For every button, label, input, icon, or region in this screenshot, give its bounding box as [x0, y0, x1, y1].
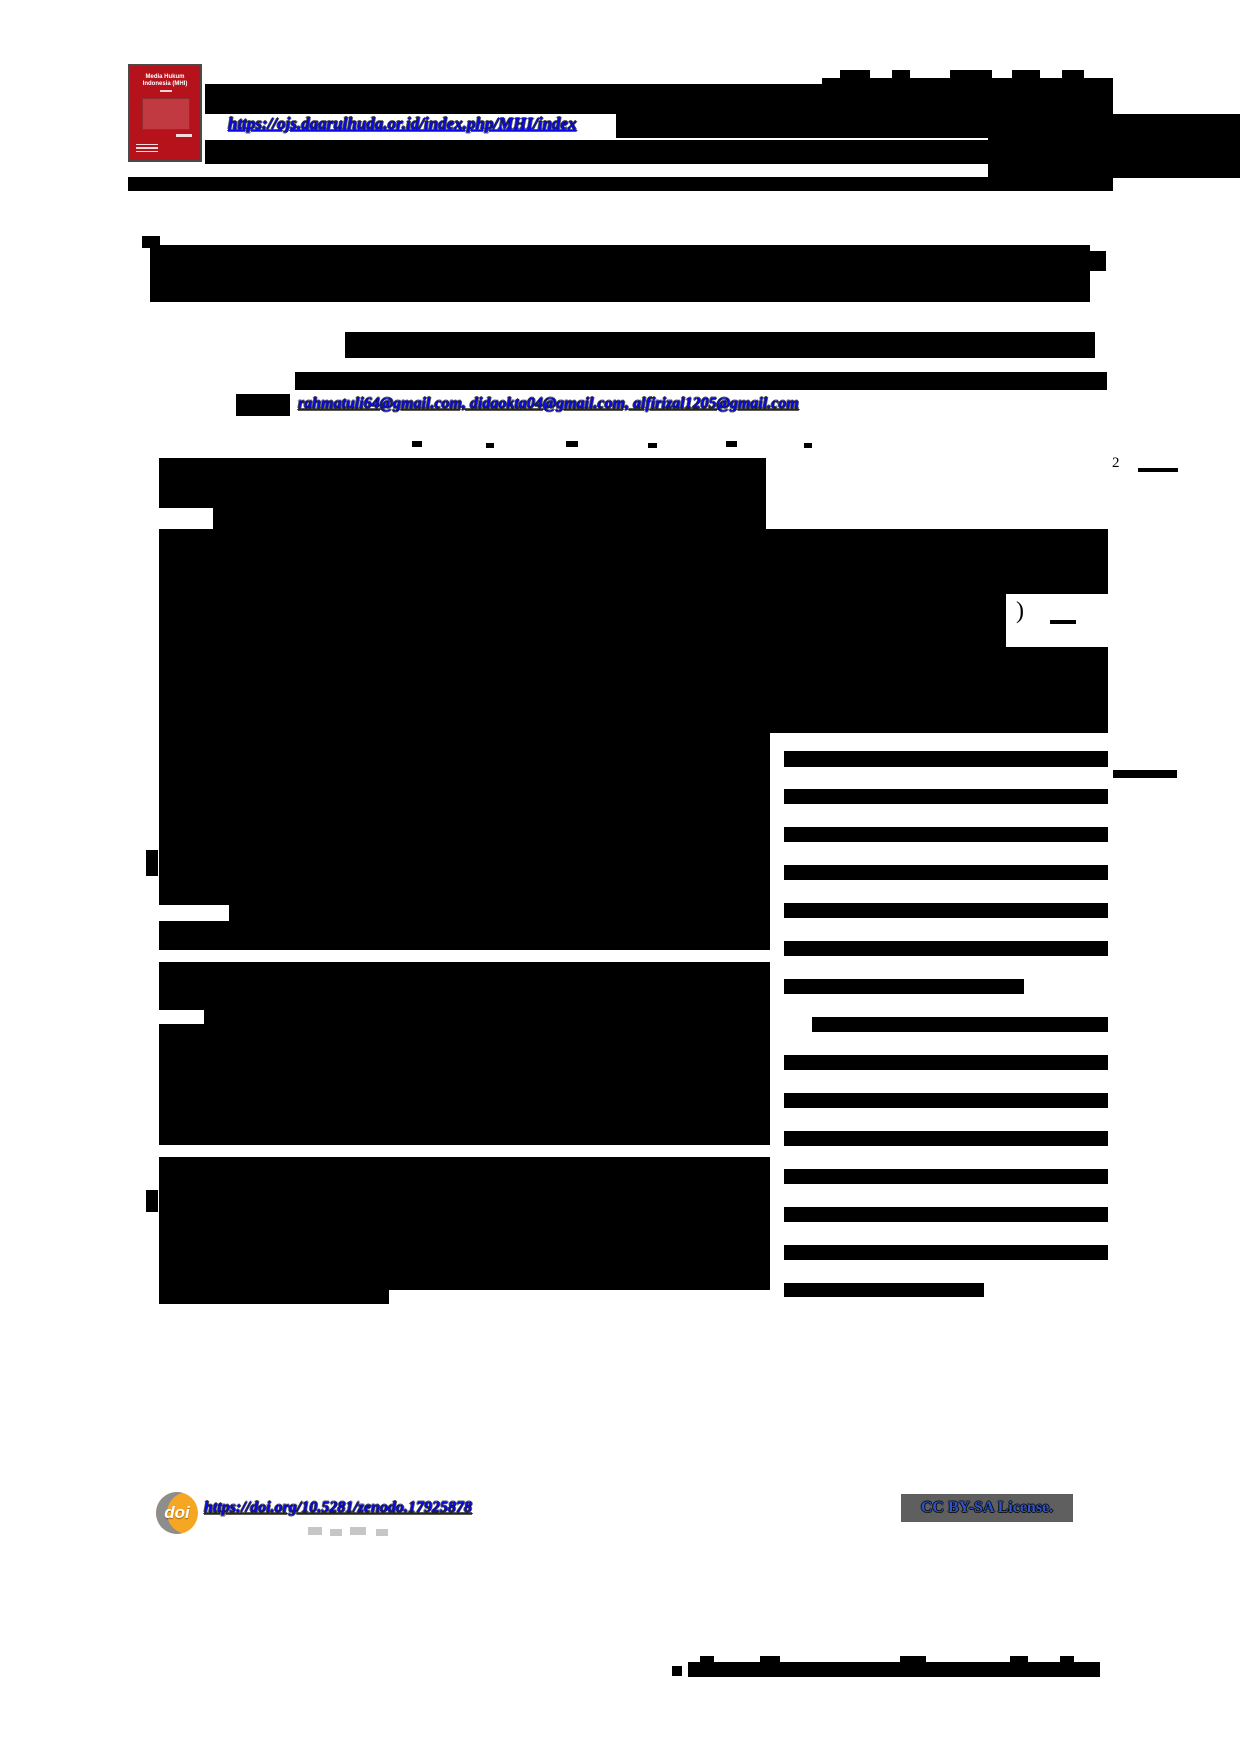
journal-cover-artwork: [142, 98, 190, 130]
redacted-text-line: [784, 903, 1108, 918]
remnant-superscript: 2: [1112, 455, 1120, 471]
redacted-header-rule: [128, 177, 1113, 191]
redacted-left-column-block-2: [159, 962, 770, 1145]
redacted-title-tail: [1090, 251, 1106, 271]
journal-cover-footer-lines: [136, 144, 158, 155]
faded-remnant-mark: [376, 1529, 388, 1536]
redacted-text-line: [784, 1131, 1108, 1146]
redacted-email-label: [236, 394, 290, 416]
redacted-text-line: [784, 1207, 1108, 1222]
faded-remnant-mark: [330, 1529, 342, 1536]
journal-site-link[interactable]: https://ojs.daarulhuda.or.id/index.php/MHI/index: [228, 114, 577, 133]
doi-badge-icon: [156, 1492, 198, 1534]
redacted-header-line-3: [205, 140, 988, 164]
redacted-abstract-header: [159, 458, 766, 508]
redaction-white-notch: [159, 905, 229, 921]
redacted-abstract-block-1: [159, 529, 1108, 594]
redacted-text-line: [784, 789, 1108, 804]
redacted-abstract-block-2: [159, 594, 1006, 647]
remnant-dash: [1050, 620, 1076, 624]
redacted-authors-line: [345, 332, 1095, 358]
faded-remnant-mark: [308, 1527, 322, 1535]
redacted-issn-block: [822, 78, 1113, 116]
doi-link[interactable]: https://doi.org/10.5281/zenodo.17925878: [204, 1499, 473, 1516]
journal-cover-title: Media Hukum Indonesia (MHI): [142, 74, 188, 87]
redacted-text-line: [784, 1093, 1108, 1108]
redacted-footer-fragment: [672, 1666, 682, 1676]
remnant-parenthesis: ): [1016, 598, 1024, 624]
redaction-remnant-mark: [566, 441, 578, 447]
author-emails-link[interactable]: rahmatuli64@gmail.com, didaokta04@gmail.com, alfirizal1205@gmail.com: [298, 395, 799, 412]
redacted-margin-dash: [1113, 770, 1177, 778]
redaction-remnant-mark: [412, 441, 422, 447]
redacted-left-column-block-3: [159, 1157, 770, 1290]
redacted-article-title: [150, 245, 1090, 302]
redacted-text-line-short: [784, 1283, 984, 1297]
journal-cover-thumbnail: [128, 64, 202, 162]
redacted-running-footer: [688, 1662, 1100, 1677]
redaction-remnant-mark: [486, 443, 494, 448]
redacted-affiliation-line: [295, 372, 1107, 390]
redaction-remnant-mark: [648, 443, 657, 448]
redacted-corner-block: [988, 114, 1240, 178]
journal-cover-issue-mark: [176, 134, 192, 137]
redacted-left-column-lastline: [159, 1290, 389, 1304]
doi-badge-label: doi: [164, 1503, 190, 1522]
journal-cover-subtitle-mark: [160, 90, 172, 92]
redacted-text-line: [784, 1169, 1108, 1184]
redacted-abstract-header-2: [213, 506, 766, 531]
license-strip: [901, 1494, 1073, 1522]
redacted-text-line-indent: [812, 1017, 1108, 1032]
redaction-white-notch: [159, 1010, 204, 1024]
redacted-text-line: [784, 865, 1108, 880]
redacted-text-line-short: [784, 979, 1024, 994]
redacted-left-column-block-1: [159, 733, 770, 950]
redaction-remnant-mark: [804, 443, 812, 448]
redacted-text-line: [784, 827, 1108, 842]
remnant-dash: [1138, 468, 1178, 472]
redaction-remnant-mark: [726, 441, 737, 447]
redacted-abstract-block-3: [159, 647, 1108, 733]
redacted-text-line: [784, 1055, 1108, 1070]
faded-remnant-mark: [350, 1527, 366, 1535]
redacted-text-line: [784, 751, 1108, 767]
redacted-text-line: [784, 941, 1108, 956]
redacted-margin-mark: [146, 1190, 158, 1212]
redacted-margin-mark: [146, 850, 158, 876]
license-label[interactable]: CC BY-SA License.: [920, 1499, 1054, 1516]
redacted-text-line: [784, 1245, 1108, 1260]
